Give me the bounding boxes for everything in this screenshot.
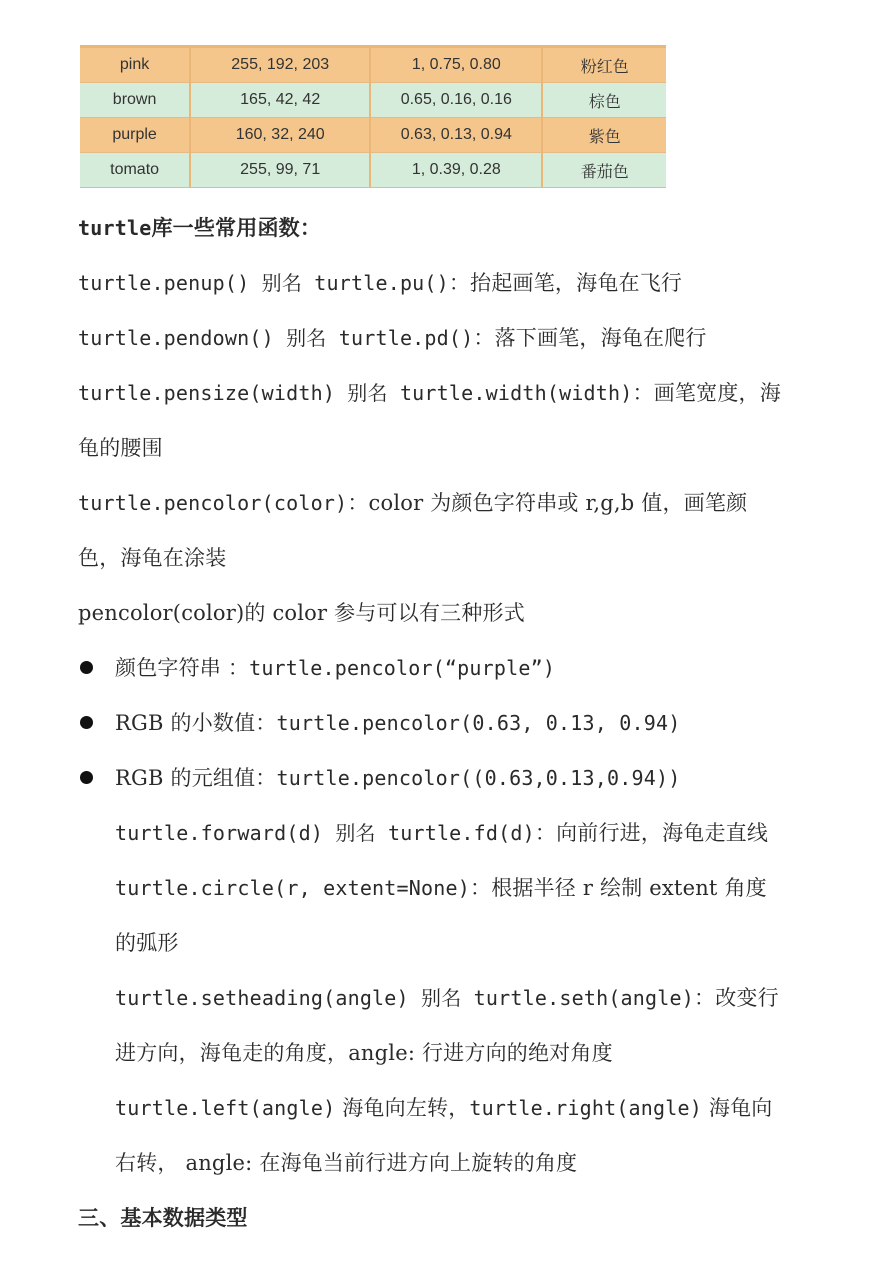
pendown-line — [78, 324, 707, 352]
color-table — [80, 45, 666, 188]
bullet-item — [115, 764, 680, 792]
pencolor-text: ：color 为颜色字符串或 r,g,b 值，画笔颜 — [347, 491, 748, 515]
chinese-name-cell: 粉红色 — [542, 47, 666, 83]
bullet-label: RGB 的元组值： — [115, 766, 277, 790]
table-row — [80, 83, 666, 118]
bullet-item — [115, 654, 555, 682]
rgb-cell: 255, 99, 71 — [190, 153, 370, 188]
forward-line — [115, 819, 768, 847]
chinese-name-cell: 紫色 — [542, 118, 666, 153]
right-code: turtle.right(angle) — [469, 1096, 703, 1120]
ratio-cell: 1, 0.75, 0.80 — [370, 47, 542, 83]
circle-text: ：根据半径 r 绘制 extent 角度 — [470, 876, 767, 900]
rgb-cell: 255, 192, 203 — [190, 47, 370, 83]
bullet-label: RGB 的小数值： — [115, 711, 277, 735]
bullet-code: turtle.pencolor(0.63, 0.13, 0.94) — [276, 711, 681, 735]
penup-line — [78, 269, 682, 297]
rgb-cell: 160, 32, 240 — [190, 118, 370, 153]
heading-text: 库一些常用函数： — [151, 215, 322, 240]
circle-code: turtle.circle(r, extent=None) — [115, 876, 470, 900]
left-right-line — [115, 1094, 773, 1122]
pensize-code: turtle.pensize(width) 别名 turtle.width(width) — [78, 381, 633, 405]
setheading-text: ：改变行 — [694, 986, 779, 1010]
pendown-text: ：落下画笔，海龟在爬行 — [473, 326, 707, 350]
next-section-heading: 三、基本数据类型 — [78, 1205, 248, 1230]
chinese-name-cell: 棕色 — [542, 83, 666, 118]
bullet-code: turtle.pencolor((0.63,0.13,0.94)) — [276, 766, 681, 790]
penup-text: ：抬起画笔，海龟在飞行 — [448, 271, 683, 295]
bullet-dot-icon — [80, 716, 93, 729]
bullet-code: turtle.pencolor(“purple”) — [249, 656, 556, 680]
pencolor-line-cont: 色，海龟在涂装 — [78, 546, 227, 570]
setheading-code: turtle.setheading(angle) 别名 turtle.seth(angle) — [115, 986, 695, 1010]
ratio-cell: 0.63, 0.13, 0.94 — [370, 118, 542, 153]
left-text: 海龟向左转， — [335, 1096, 470, 1120]
color-name-cell: brown — [80, 83, 190, 118]
setheading-line — [115, 984, 779, 1012]
circle-line-cont: 的弧形 — [115, 931, 179, 955]
chinese-name-cell: 番茄色 — [542, 153, 666, 188]
pensize-line-cont: 龟的腰围 — [78, 436, 163, 460]
setheading-line-cont: 进方向，海龟走的角度，angle: 行进方向的绝对角度 — [115, 1041, 613, 1065]
pencolor-forms-line: pencolor(color)的 color 参与可以有三种形式 — [78, 601, 525, 625]
pensize-line — [78, 379, 781, 407]
pencolor-line — [78, 489, 747, 517]
pencolor-code: turtle.pencolor(color) — [78, 491, 348, 515]
forward-code: turtle.forward(d) 别名 turtle.fd(d) — [115, 821, 535, 845]
bullet-dot-icon — [80, 661, 93, 674]
color-name-cell: tomato — [80, 153, 190, 188]
forward-text: ：向前行进，海龟走直线 — [534, 821, 769, 845]
circle-line — [115, 874, 767, 902]
ratio-cell: 1, 0.39, 0.28 — [370, 153, 542, 188]
pensize-text: ：画笔宽度，海 — [632, 381, 781, 405]
penup-code: turtle.penup() 别名 turtle.pu() — [78, 271, 449, 295]
pendown-code: turtle.pendown() 别名 turtle.pd() — [78, 326, 474, 350]
left-code: turtle.left(angle) — [115, 1096, 336, 1120]
section-heading — [78, 214, 321, 242]
color-name-cell: purple — [80, 118, 190, 153]
bullet-dot-icon — [80, 771, 93, 784]
table-row — [80, 118, 666, 153]
rgb-cell: 165, 42, 42 — [190, 83, 370, 118]
heading-code: turtle — [78, 216, 152, 240]
ratio-cell: 0.65, 0.16, 0.16 — [370, 83, 542, 118]
right-text: 海龟向 — [702, 1096, 773, 1120]
table-row — [80, 47, 666, 83]
color-name-cell: pink — [80, 47, 190, 83]
bullet-label: 颜色字符串 ： — [115, 656, 250, 680]
table-row — [80, 153, 666, 188]
bullet-item — [115, 709, 680, 737]
left-right-line-cont: 右转， angle: 在海龟当前行进方向上旋转的角度 — [115, 1151, 578, 1175]
